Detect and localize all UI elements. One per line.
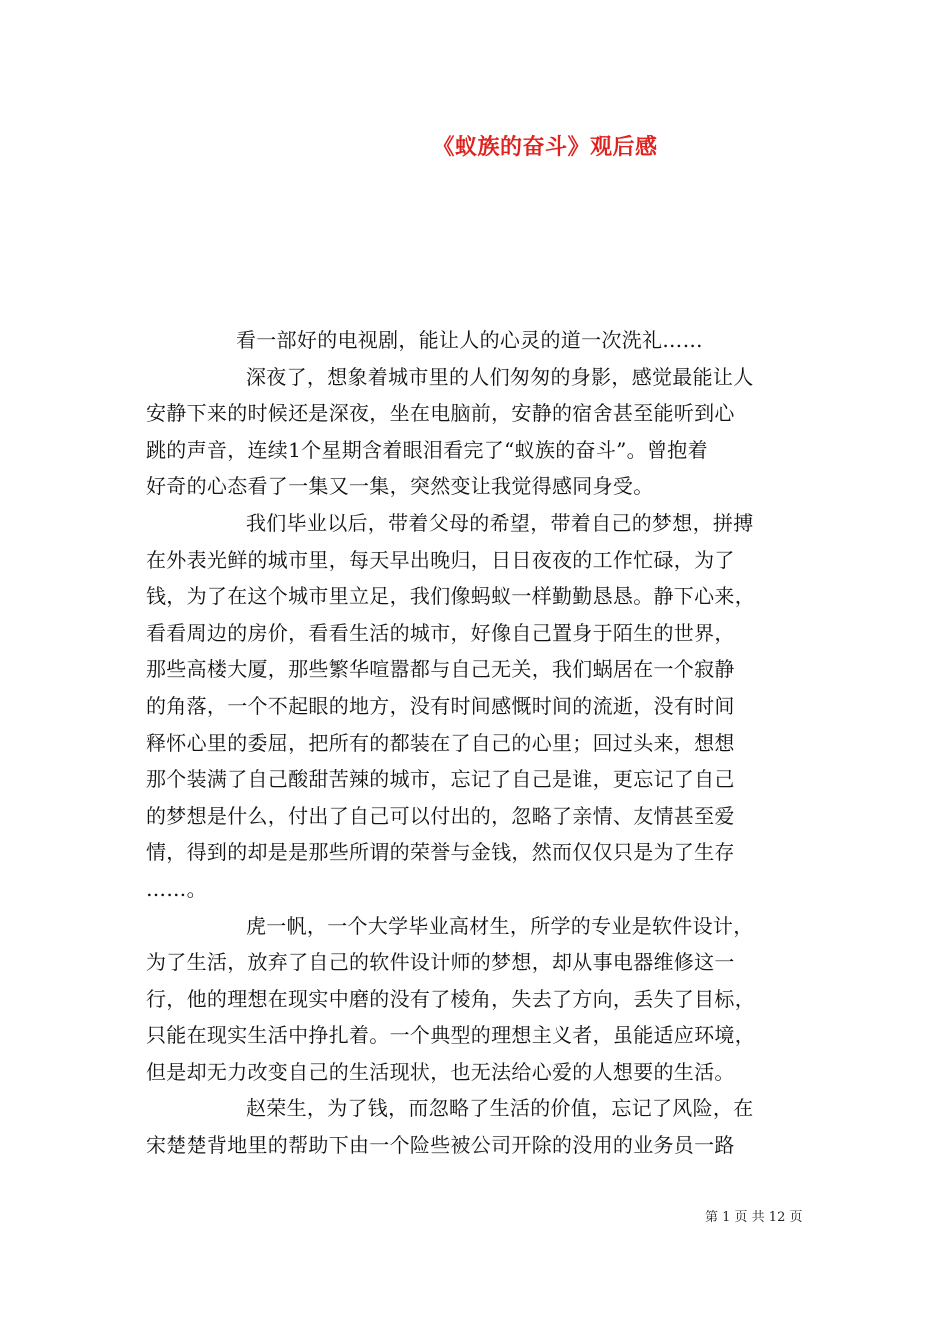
text-line: 的角落，一个不起眼的地方，没有时间感慨时间的流逝，没有时间: [146, 693, 735, 718]
text-line: 宋楚楚背地里的帮助下由一个险些被公司开除的没用的业务员一路: [146, 1133, 735, 1158]
text-line: 跳的声音，连续1个星期含着眼泪看完了“蚁族的奋斗”。曾抱着: [146, 437, 708, 462]
text-line: 看看周边的房价，看看生活的城市，好像自己置身于陌生的世界，: [146, 620, 735, 645]
document-body: [146, 322, 808, 1164]
text-line: 释怀心里的委屈，把所有的都装在了自己的心里；回过头来，想想: [146, 730, 735, 755]
text-line: 情，得到的却是是那些所谓的荣誉与金钱，然而仅仅只是为了生存: [146, 840, 735, 865]
text-line: 看一部好的电视剧，能让人的心灵的道一次洗礼……: [236, 328, 703, 352]
text-line: 行，他的理想在现实中磨的没有了棱角，失去了方向，丢失了目标，: [146, 986, 755, 1011]
text-line: 那个装满了自己酸甜苦辣的城市，忘记了自己是谁，更忘记了自己: [146, 767, 735, 792]
text-line: ……。: [146, 876, 207, 901]
text-line: 那些高楼大厦，那些繁华喧嚣都与自己无关，我们蜗居在一个寂静: [146, 657, 735, 682]
text-line: 只能在现实生活中挣扎着。一个典型的理想主义者，虽能适应环境，: [146, 1023, 755, 1048]
text-line: 但是却无力改变自己的生活现状，也无法给心爱的人想要的生活。: [146, 1059, 735, 1084]
text-line: 我们毕业以后，带着父母的希望，带着自己的梦想，拼搏: [246, 510, 754, 535]
text-line: 为了生活，放弃了自己的软件设计师的梦想，却从事电器维修这一: [146, 950, 735, 975]
text-line: 的梦想是什么，付出了自己可以付出的，忽略了亲情、友情甚至爱: [146, 803, 735, 828]
text-line: 好奇的心态看了一集又一集，突然变让我觉得感同身受。: [146, 474, 654, 499]
document-title: 《蚁族的奋斗》观后感: [432, 134, 658, 160]
text-line: 安静下来的时候还是深夜，坐在电脑前，安静的宿舍甚至能听到心: [146, 401, 735, 426]
page-number: 第 1 页 共 12 页: [705, 1210, 803, 1225]
text-line: 在外表光鲜的城市里，每天早出晚归，日日夜夜的工作忙碌，为了: [146, 547, 735, 572]
text-line: 虎一帆，一个大学毕业高材生，所学的专业是软件设计，: [246, 913, 754, 938]
text-line: 深夜了，想象着城市里的人们匆匆的身影，感觉最能让人: [246, 364, 754, 389]
text-line: 钱，为了在这个城市里立足，我们像蚂蚁一样勤勤恳恳。静下心来，: [146, 584, 755, 609]
text-line: 赵荣生，为了钱，而忽略了生活的价值，忘记了风险，在: [246, 1096, 754, 1121]
